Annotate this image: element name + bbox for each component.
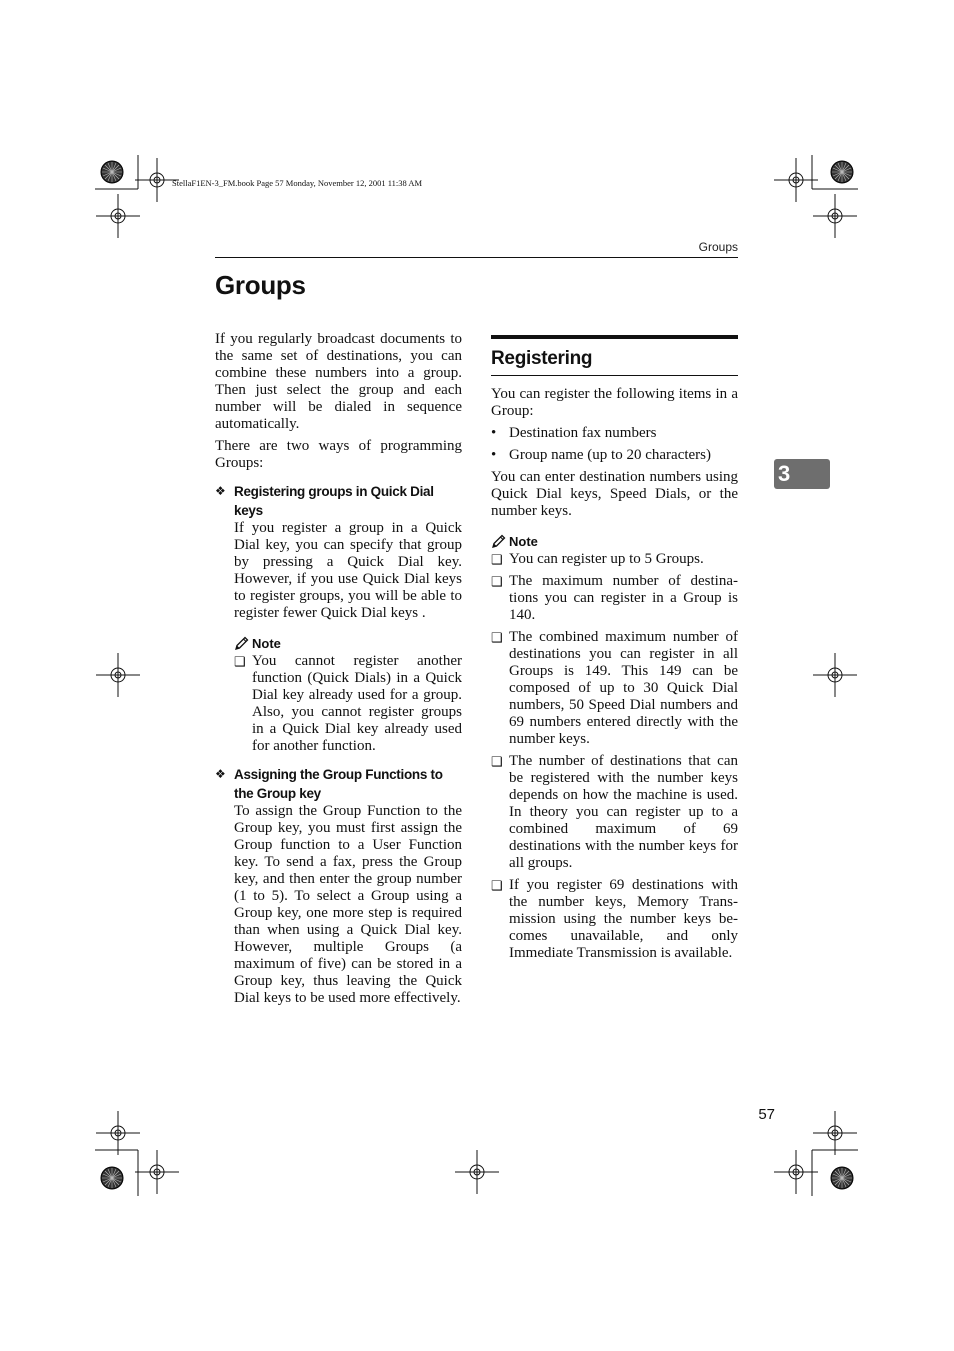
- page-number: 57: [758, 1106, 775, 1123]
- checkbox-bullet-icon: ❑: [491, 630, 503, 645]
- pencil-icon: [234, 636, 249, 651]
- bullet-icon: •: [491, 447, 497, 463]
- header-rule: [215, 257, 738, 258]
- registering-intro: You can register the following items in a Group:: [491, 386, 738, 419]
- registration-mark-left-middle: [96, 653, 140, 697]
- pencil-icon: [491, 534, 506, 549]
- section-heading-group-key: [215, 765, 462, 803]
- section-title-rule: [491, 375, 738, 376]
- note-item: [491, 753, 738, 872]
- section-body-quick-dial: If you register a group in a Quick Dial key, you can specify that group by pressing a Quick Dial key. However, if you use Quick Dial keys to register groups, you will be able to register fewer Quick Dial keys .: [234, 520, 462, 621]
- right-column: [491, 335, 738, 967]
- registration-mark-bottom-center: [455, 1150, 499, 1194]
- section-title-bar: [491, 335, 738, 339]
- section-heading-text: Registering groups in Quick Dial keys: [234, 484, 434, 518]
- list-item: [491, 425, 738, 442]
- bullet-icon: •: [491, 425, 497, 441]
- section-body-group-key: To assign the Group Function to the Group key, you must first assign the Group function to a User Function key. To send a fax, press the Group key, and then enter the group number (1 to 5). To select a Group using a Group key, one more step is required than when using a Quick Dial key. However, multiple Groups (a maximum of five) can be stored in a Group key, thus leaving the Quick Dial keys to be used more effectively.: [234, 803, 462, 1006]
- chapter-tab: 3: [774, 459, 830, 489]
- list-item-text: Destination fax numbers: [509, 425, 657, 441]
- note-item-text: The number of destinations that can be registered with the number keys depends on how the machine is used. In theory you can register up to a combined maximum of 69 destinations with the number keys for all groups.: [509, 753, 738, 871]
- registration-mark-top-left-lower: [96, 194, 140, 238]
- file-header: StellaF1EN-3_FM.book Page 57 Monday, November 12, 2001 11:38 AM: [172, 178, 423, 188]
- note-item: [234, 653, 462, 755]
- registration-mark-top-right-lower: [813, 194, 857, 238]
- intro-paragraph: If you regularly broadcast documents to the same set of destinations, you can combine these numbers into a group. Then just select the group and each number will be dialed in sequence automatically.: [215, 331, 462, 432]
- note-item: [491, 551, 738, 568]
- checkbox-bullet-icon: ❑: [491, 574, 503, 589]
- running-head: Groups: [698, 240, 738, 254]
- diamond-bullet-icon: ❖: [215, 484, 226, 498]
- page-title: Groups: [215, 270, 306, 300]
- registration-mark-bottom-right-upper: [813, 1111, 857, 1155]
- note-item-text: If you register 69 destinations with the number keys, Memory Transmission using the number keys becomes unavailable, and only Immediate Transmission is available.: [509, 877, 738, 961]
- list-item-text: Group name (up to 20 characters): [509, 447, 712, 463]
- checkbox-bullet-icon: ❑: [491, 552, 503, 567]
- note-label: Note: [252, 636, 281, 651]
- note-item: [491, 877, 738, 962]
- diamond-bullet-icon: ❖: [215, 767, 226, 781]
- section-title-registering: Registering: [491, 348, 593, 369]
- note-item-text: The combined maximum number of destinations you can register in all Groups is 149. This 149 can be composed of up to 30 Quick Dial numbers, 50 Speed Dial numbers and 69 numbers entered directly with the number keys.: [509, 629, 738, 747]
- note-heading: [491, 532, 738, 551]
- note-item: [491, 629, 738, 748]
- checkbox-bullet-icon: ❑: [491, 878, 503, 893]
- note-item-text: You cannot register another function (Quick Dials) in a Quick Dial key already used for a group. Also, you cannot register groups in a Quick Dial key already used for another function.: [252, 653, 462, 754]
- checkbox-bullet-icon: ❑: [234, 654, 246, 669]
- section-heading-quick-dial: [215, 482, 462, 520]
- list-item: [491, 447, 738, 464]
- note-item: [491, 573, 738, 624]
- registration-mark-bottom-left: [135, 1150, 179, 1194]
- registration-mark-top-right: [774, 158, 818, 202]
- note-item-text: You can register up to 5 Groups.: [509, 551, 704, 567]
- intro-paragraph-2: There are two ways of programming Groups:: [215, 438, 462, 471]
- crop-mark-top-left: [95, 155, 138, 189]
- section-heading-text: Assigning the Group Functions to the Group key: [234, 767, 443, 801]
- crop-mark-bottom-left: [95, 1150, 138, 1196]
- note-label: Note: [509, 534, 538, 549]
- crop-mark-top-right: [812, 155, 858, 189]
- note-item-text: The maximum number of destinations you can register in a Group is 140.: [509, 573, 738, 623]
- registration-mark-bottom-left-upper: [96, 1111, 140, 1155]
- note-heading: [234, 634, 462, 653]
- left-column: [215, 331, 462, 1012]
- crop-mark-bottom-right: [812, 1150, 858, 1196]
- registration-mark-bottom-right: [774, 1150, 818, 1194]
- registering-paragraph: You can enter destination numbers using Quick Dial keys, Speed Dials, or the number keys.: [491, 469, 738, 519]
- registration-mark-right-middle: [813, 653, 857, 697]
- checkbox-bullet-icon: ❑: [491, 754, 503, 769]
